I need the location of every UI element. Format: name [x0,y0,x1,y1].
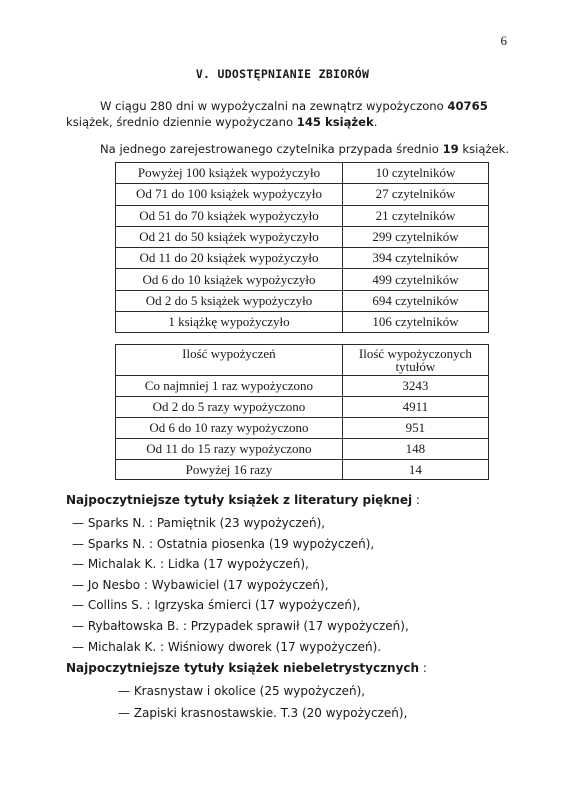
table-row [116,417,489,438]
nonfiction-title: Najpoczytniejsze tytuły książek niebeletrystycznych [66,661,420,675]
list-item: — Krasnystaw i okolice (25 wypożyczeń), [118,684,366,698]
loans-header-titles: Ilość wypożyczonych tytułów [342,345,488,376]
list-item: — Michalak K. : Wiśniowy dworek (17 wypożyczeń). [72,639,382,654]
table-row [116,184,489,205]
loans-header-count: Ilość wypożyczeń [116,345,343,376]
table-row [116,226,489,247]
loans-titles-cell: 4911 [342,396,488,417]
list-item: — Rybałtowska B. : Przypadek sprawił (17 wypożyczeń), [72,619,409,633]
readers-count-cell: 694 czytelników [343,290,489,311]
readers-range-cell: Powyżej 100 książek wypożyczyło [116,163,343,184]
nonfiction-colon: : [419,661,427,675]
table-row [116,290,489,311]
readers-range-cell: Od 21 do 50 książek wypożyczyło [116,226,343,247]
intro-text-2a: Na jednego zarejestrowanego czytelnika przypada średnio [100,142,443,156]
loans-range-cell: Co najmniej 1 raz wypożyczono [116,376,343,397]
list-item: — Sparks N. : Pamiętnik (23 wypożyczeń), [72,516,326,530]
readers-count-cell: 21 czytelników [343,205,489,226]
loans-table-header [116,345,489,376]
readers-range-cell: 1 książkę wypożyczyło [116,312,343,333]
nonfiction-section-title [66,661,427,675]
loans-range-cell: Od 11 do 15 razy wypożyczono [116,438,343,459]
list-item: — Jo Nesbo : Wybawiciel (17 wypożyczeń), [72,577,329,592]
table-row [116,248,489,269]
table-row [116,163,489,184]
intro-per-reader: 19 [442,142,459,156]
table-row [116,459,489,480]
readers-range-cell: Od 11 do 20 książek wypożyczyło [116,248,343,269]
readers-count-cell: 27 czytelników [343,184,489,205]
fiction-section-title [66,493,420,507]
readers-count-cell: 394 czytelników [343,248,489,269]
intro-text-1e: . [373,115,378,129]
intro-daily-average: 145 książek [296,115,374,129]
section-heading: V. UDOSTĘPNIANIE ZBIORÓW [195,67,370,81]
loans-titles-cell: 148 [342,438,488,459]
list-item: — Zapiski krasnostawskie. T.3 (20 wypożyczeń), [118,706,408,720]
readers-range-cell: Od 6 do 10 książek wypożyczyło [116,269,343,290]
readers-count-cell: 499 czytelników [343,269,489,290]
intro-text-2c: książek. [458,142,510,156]
intro-paragraph-2 [100,141,540,157]
readers-table [115,162,489,333]
intro-text-1c: książek, średnio dziennie wypożyczano [66,115,297,129]
table-row [116,438,489,459]
loans-table [115,344,489,480]
fiction-title: Najpoczytniejsze tytuły książek z literatury pięknej [66,493,413,507]
readers-range-cell: Od 51 do 70 książek wypożyczyło [116,205,343,226]
loans-range-cell: Od 6 do 10 razy wypożyczono [116,417,343,438]
loans-range-cell: Od 2 do 5 razy wypożyczono [116,396,343,417]
intro-text-1a: W ciągu 280 dni w wypożyczalni na zewnątrz wypożyczono [100,99,448,113]
list-item: — Sparks N. : Ostatnia piosenka (19 wypożyczeń), [72,536,375,551]
readers-count-cell: 299 czytelników [343,226,489,247]
table-row [116,269,489,290]
readers-range-cell: Od 2 do 5 książek wypożyczyło [116,290,343,311]
fiction-colon: : [412,493,420,507]
intro-total-loans: 40765 [447,99,488,113]
intro-paragraph-1 [66,98,506,130]
table-row [116,205,489,226]
table-row [116,376,489,397]
page-number: 6 [500,33,507,48]
loans-titles-cell: 3243 [342,376,488,397]
table-row [116,312,489,333]
readers-count-cell: 106 czytelników [343,312,489,333]
list-item: — Michalak K. : Lidka (17 wypożyczeń), [72,557,309,572]
table-row [116,396,489,417]
readers-count-cell: 10 czytelników [343,163,489,184]
loans-titles-cell: 951 [342,417,488,438]
loans-range-cell: Powyżej 16 razy [116,459,343,480]
list-item: — Collins S. : Igrzyska śmierci (17 wypożyczeń), [72,598,361,613]
readers-range-cell: Od 71 do 100 książek wypożyczyło [116,184,343,205]
loans-titles-cell: 14 [342,459,488,480]
